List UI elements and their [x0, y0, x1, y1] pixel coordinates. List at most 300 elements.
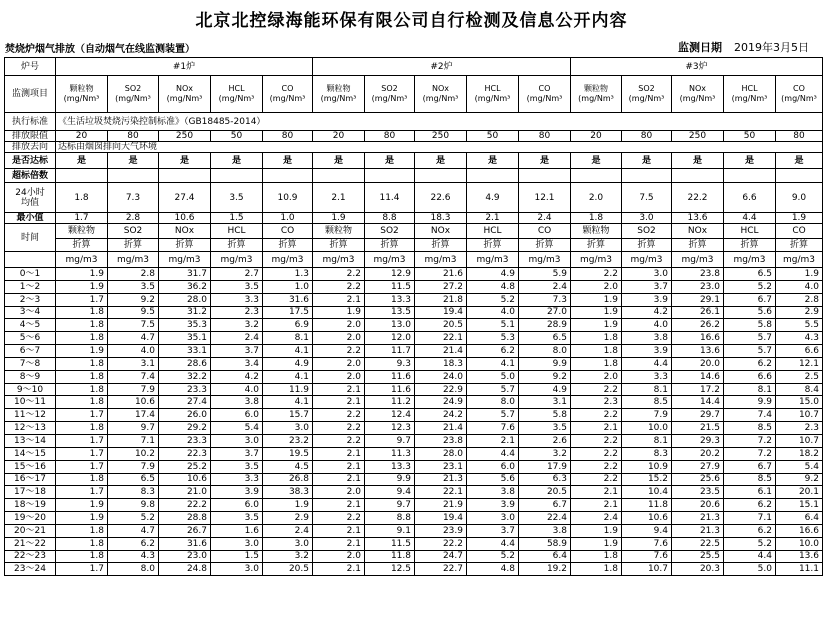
hour-value: 20.3	[672, 563, 724, 576]
exceed-value	[365, 169, 415, 183]
hour-value: 22.5	[672, 537, 724, 550]
furnace-label-3: #3炉	[571, 58, 823, 76]
hour-value: 2.2	[313, 512, 365, 525]
hour-value: 4.3	[776, 332, 823, 345]
unit-label: mg/m3	[519, 252, 571, 268]
hour-value: 12.4	[365, 409, 415, 422]
exceed-value	[56, 169, 108, 183]
hour-label: 3～4	[5, 306, 56, 319]
hour-value: 6.2	[108, 537, 159, 550]
furnace-no-label: 炉号	[5, 58, 56, 76]
calc-label: 折算	[724, 239, 776, 252]
hour-value: 10.6	[108, 396, 159, 409]
unit-label: mg/m3	[56, 252, 108, 268]
hour-value: 16.6	[672, 332, 724, 345]
unit-label: mg/m3	[313, 252, 365, 268]
hour-value: 17.4	[108, 409, 159, 422]
exceed-value	[622, 169, 672, 183]
hour-value: 7.9	[108, 383, 159, 396]
hour-row	[5, 383, 823, 396]
hour-row	[5, 396, 823, 409]
hour-label: 5～6	[5, 332, 56, 345]
date-value: 2019年3月5日	[734, 41, 809, 54]
calc-label: 折算	[56, 239, 108, 252]
hour-value: 19.2	[519, 563, 571, 576]
exceed-value	[263, 169, 313, 183]
hour-value: 11.8	[365, 550, 415, 563]
pollutant-header: NOx (mg/Nm³	[415, 76, 467, 113]
hour-value: 12.0	[365, 332, 415, 345]
hour-value: 21.3	[672, 512, 724, 525]
direction-text: 达标由烟囱排向大气环境	[56, 142, 823, 153]
hour-value: 12.1	[776, 357, 823, 370]
hour-value: 7.1	[108, 434, 159, 447]
hour-row	[5, 499, 823, 512]
hour-value: 2.1	[313, 524, 365, 537]
hour-value: 1.7	[56, 486, 108, 499]
compliant-value: 是	[159, 153, 211, 169]
furnace-label-1: #1炉	[56, 58, 313, 76]
hour-value: 6.7	[519, 499, 571, 512]
hour-value: 2.8	[108, 268, 159, 281]
hour-value: 4.9	[519, 383, 571, 396]
hour-value: 6.2	[724, 524, 776, 537]
hour-value: 27.2	[415, 280, 467, 293]
exceed-label: 超标倍数	[5, 169, 56, 183]
hour-value: 1.8	[56, 357, 108, 370]
hour-value: 2.7	[211, 268, 263, 281]
hour-value: 3.5	[211, 460, 263, 473]
hour-value: 2.9	[776, 306, 823, 319]
avg24-value: 10.9	[263, 183, 313, 213]
hour-value: 9.1	[365, 524, 415, 537]
hour-value: 2.0	[313, 332, 365, 345]
compliant-value: 是	[724, 153, 776, 169]
hour-value: 7.6	[622, 537, 672, 550]
hour-label: 20～21	[5, 524, 56, 537]
hour-value: 6.1	[724, 486, 776, 499]
hour-value: 2.5	[776, 370, 823, 383]
hour-value: 9.9	[365, 473, 415, 486]
hour-value: 7.9	[622, 409, 672, 422]
hour-label: 2～3	[5, 293, 56, 306]
hour-value: 2.1	[571, 499, 622, 512]
calc-label: 折算	[622, 239, 672, 252]
hour-value: 4.0	[776, 280, 823, 293]
hour-value: 2.2	[571, 268, 622, 281]
hour-value: 2.4	[571, 512, 622, 525]
time-header-row-1	[5, 224, 823, 239]
time-pollutant-name: SO2	[108, 224, 159, 239]
limit-value: 80	[365, 131, 415, 142]
hour-value: 1.7	[56, 293, 108, 306]
hour-value: 3.1	[108, 357, 159, 370]
hour-value: 7.6	[622, 550, 672, 563]
furnace-header-row	[5, 58, 823, 76]
furnace-label-2: #2炉	[313, 58, 571, 76]
hour-value: 2.1	[313, 293, 365, 306]
hour-value: 6.2	[467, 345, 519, 358]
hour-value: 2.1	[467, 434, 519, 447]
hour-value: 2.2	[571, 447, 622, 460]
hour-value: 11.9	[263, 383, 313, 396]
compliant-value: 是	[415, 153, 467, 169]
compliant-value: 是	[467, 153, 519, 169]
hour-value: 8.5	[724, 473, 776, 486]
hour-value: 9.9	[724, 396, 776, 409]
hour-label: 13～14	[5, 434, 56, 447]
hour-value: 6.3	[519, 473, 571, 486]
pollutant-header: HCL (mg/Nm³	[467, 76, 519, 113]
hour-value: 4.3	[108, 550, 159, 563]
hour-value: 8.0	[108, 563, 159, 576]
time-pollutant-name: CO	[776, 224, 823, 239]
hour-value: 3.7	[622, 280, 672, 293]
hour-value: 2.9	[263, 512, 313, 525]
hour-value: 1.8	[56, 370, 108, 383]
hour-value: 2.1	[313, 447, 365, 460]
hour-value: 12.3	[365, 422, 415, 435]
hour-value: 5.8	[724, 319, 776, 332]
avg24-value: 6.6	[724, 183, 776, 213]
hour-value: 18.2	[776, 447, 823, 460]
hour-value: 1.7	[56, 563, 108, 576]
min-row	[5, 213, 823, 224]
time-pollutant-name: 颗粒物	[56, 224, 108, 239]
hour-value: 6.7	[724, 293, 776, 306]
limit-value: 80	[519, 131, 571, 142]
hour-value: 20.1	[776, 486, 823, 499]
hour-row	[5, 332, 823, 345]
direction-row	[5, 142, 823, 153]
avg24-value: 22.2	[672, 183, 724, 213]
hour-value: 9.7	[108, 422, 159, 435]
exceed-value	[519, 169, 571, 183]
hour-value: 4.4	[622, 357, 672, 370]
hour-label: 18～19	[5, 499, 56, 512]
hour-value: 15.1	[776, 499, 823, 512]
hour-value: 2.4	[263, 524, 313, 537]
pollutant-header: 颗粒物 (mg/Nm³	[571, 76, 622, 113]
hour-value: 22.2	[159, 499, 211, 512]
unit-label: mg/m3	[622, 252, 672, 268]
hour-value: 1.9	[571, 306, 622, 319]
compliant-value: 是	[56, 153, 108, 169]
hour-row	[5, 563, 823, 576]
exceed-value	[415, 169, 467, 183]
hour-value: 2.1	[313, 499, 365, 512]
hour-value: 10.0	[776, 537, 823, 550]
hour-value: 3.7	[211, 447, 263, 460]
hour-value: 13.6	[672, 345, 724, 358]
unit-label: mg/m3	[415, 252, 467, 268]
calc-label: 折算	[365, 239, 415, 252]
hour-value: 1.9	[571, 319, 622, 332]
hour-value: 3.7	[211, 345, 263, 358]
hour-row	[5, 268, 823, 281]
hour-value: 20.5	[519, 486, 571, 499]
hour-value: 21.4	[415, 422, 467, 435]
hour-row	[5, 473, 823, 486]
hour-value: 6.0	[211, 409, 263, 422]
limit-value: 80	[263, 131, 313, 142]
hour-value: 22.2	[415, 537, 467, 550]
hour-value: 7.6	[467, 422, 519, 435]
hour-value: 9.4	[365, 486, 415, 499]
hour-value: 5.2	[724, 280, 776, 293]
hour-value: 1.8	[571, 357, 622, 370]
hour-value: 9.5	[108, 306, 159, 319]
time-pollutant-name: SO2	[622, 224, 672, 239]
time-pollutant-name: 颗粒物	[313, 224, 365, 239]
compliant-value: 是	[365, 153, 415, 169]
hour-value: 20.6	[672, 499, 724, 512]
hour-value: 2.1	[313, 383, 365, 396]
hour-value: 20.5	[415, 319, 467, 332]
hour-value: 2.4	[519, 280, 571, 293]
hour-value: 7.9	[108, 460, 159, 473]
hour-value: 4.0	[211, 383, 263, 396]
min-value: 3.0	[622, 213, 672, 224]
hour-value: 5.7	[724, 332, 776, 345]
hour-value: 26.1	[672, 306, 724, 319]
hour-value: 26.2	[672, 319, 724, 332]
hour-value: 17.5	[263, 306, 313, 319]
limit-value: 50	[467, 131, 519, 142]
hour-value: 3.5	[211, 512, 263, 525]
date-label: 监测日期	[678, 41, 722, 54]
hour-value: 19.5	[263, 447, 313, 460]
hour-value: 4.0	[467, 306, 519, 319]
hour-value: 13.6	[776, 550, 823, 563]
time-pollutant-name: HCL	[467, 224, 519, 239]
hour-value: 5.0	[467, 370, 519, 383]
hour-value: 2.2	[571, 473, 622, 486]
hour-value: 2.2	[313, 268, 365, 281]
hour-value: 8.1	[724, 383, 776, 396]
standard-label: 执行标准	[5, 113, 56, 131]
hour-value: 20.0	[672, 357, 724, 370]
hour-value: 3.3	[622, 370, 672, 383]
hour-value: 8.5	[724, 422, 776, 435]
compliant-value: 是	[571, 153, 622, 169]
hour-value: 5.3	[467, 332, 519, 345]
time-pollutant-name: SO2	[365, 224, 415, 239]
hour-value: 5.4	[776, 460, 823, 473]
hour-value: 8.1	[622, 383, 672, 396]
time-pollutant-name: HCL	[724, 224, 776, 239]
hour-label: 7～8	[5, 357, 56, 370]
min-value: 1.5	[211, 213, 263, 224]
avg24-value: 11.4	[365, 183, 415, 213]
hour-value: 11.6	[365, 370, 415, 383]
hour-label: 8～9	[5, 370, 56, 383]
hour-value: 6.2	[724, 357, 776, 370]
hour-value: 11.3	[365, 447, 415, 460]
unit-label: mg/m3	[159, 252, 211, 268]
hour-value: 13.3	[365, 293, 415, 306]
hour-label: 6～7	[5, 345, 56, 358]
avg24-value: 12.1	[519, 183, 571, 213]
hour-value: 11.7	[365, 345, 415, 358]
hour-label: 23～24	[5, 563, 56, 576]
hour-value: 9.7	[365, 499, 415, 512]
hour-row	[5, 537, 823, 550]
hour-value: 6.0	[467, 460, 519, 473]
limit-row	[5, 131, 823, 142]
hour-value: 4.1	[263, 396, 313, 409]
min-value: 2.4	[519, 213, 571, 224]
hour-value: 1.9	[776, 268, 823, 281]
hour-value: 9.3	[365, 357, 415, 370]
hour-value: 3.2	[519, 447, 571, 460]
time-pollutant-name: CO	[519, 224, 571, 239]
hour-value: 2.3	[211, 306, 263, 319]
pollutant-header: CO (mg/Nm³	[776, 76, 823, 113]
hour-value: 1.8	[56, 524, 108, 537]
hour-value: 9.8	[108, 499, 159, 512]
hour-value: 2.2	[313, 345, 365, 358]
hour-value: 2.2	[313, 280, 365, 293]
hour-value: 24.7	[415, 550, 467, 563]
unit-row	[5, 252, 823, 268]
hour-value: 7.2	[724, 434, 776, 447]
hour-value: 2.0	[313, 370, 365, 383]
hour-value: 23.5	[672, 486, 724, 499]
calc-label: 折算	[467, 239, 519, 252]
hour-value: 27.4	[159, 396, 211, 409]
hour-value: 3.8	[467, 486, 519, 499]
hour-value: 2.6	[519, 434, 571, 447]
hour-value: 28.6	[159, 357, 211, 370]
limit-value: 80	[108, 131, 159, 142]
hour-value: 3.0	[467, 512, 519, 525]
hour-value: 11.5	[365, 280, 415, 293]
exceed-value	[672, 169, 724, 183]
hour-value: 4.8	[467, 280, 519, 293]
hour-value: 9.2	[776, 473, 823, 486]
hour-value: 11.5	[365, 537, 415, 550]
hour-value: 2.2	[571, 409, 622, 422]
hour-value: 19.4	[415, 306, 467, 319]
hour-value: 4.1	[263, 370, 313, 383]
hour-value: 1.8	[56, 537, 108, 550]
hour-value: 1.5	[211, 550, 263, 563]
hour-value: 4.0	[622, 319, 672, 332]
hour-value: 4.5	[263, 460, 313, 473]
exceed-value	[313, 169, 365, 183]
hour-value: 4.0	[108, 345, 159, 358]
compliant-row	[5, 153, 823, 169]
hour-value: 14.4	[672, 396, 724, 409]
limit-value: 50	[724, 131, 776, 142]
hour-value: 5.7	[724, 345, 776, 358]
hour-value: 8.0	[467, 396, 519, 409]
compliant-value: 是	[211, 153, 263, 169]
limit-value: 50	[211, 131, 263, 142]
hour-value: 7.4	[108, 370, 159, 383]
hour-value: 4.7	[108, 524, 159, 537]
hour-value: 23.0	[672, 280, 724, 293]
hour-value: 7.5	[108, 319, 159, 332]
hour-row	[5, 357, 823, 370]
hour-value: 9.4	[622, 524, 672, 537]
time-pollutant-name: NOx	[672, 224, 724, 239]
hour-value: 8.3	[108, 486, 159, 499]
hour-value: 3.5	[108, 280, 159, 293]
hour-value: 1.0	[263, 280, 313, 293]
hour-value: 25.6	[672, 473, 724, 486]
calc-label: 折算	[519, 239, 571, 252]
exceed-value	[724, 169, 776, 183]
hour-value: 20.2	[672, 447, 724, 460]
hour-value: 23.8	[672, 268, 724, 281]
hour-value: 22.3	[159, 447, 211, 460]
compliant-value: 是	[622, 153, 672, 169]
hour-value: 1.3	[263, 268, 313, 281]
hour-value: 3.9	[211, 486, 263, 499]
hour-value: 2.3	[571, 396, 622, 409]
pollutant-header-row	[5, 76, 823, 113]
hour-value: 9.9	[519, 357, 571, 370]
hour-value: 1.9	[56, 280, 108, 293]
avg24-value: 27.4	[159, 183, 211, 213]
hour-value: 1.8	[571, 550, 622, 563]
hour-value: 3.9	[467, 499, 519, 512]
hour-label: 12～13	[5, 422, 56, 435]
avg24-value: 3.5	[211, 183, 263, 213]
hour-value: 5.2	[467, 550, 519, 563]
hour-value: 21.0	[159, 486, 211, 499]
exceed-value	[467, 169, 519, 183]
min-value: 1.7	[56, 213, 108, 224]
compliant-value: 是	[776, 153, 823, 169]
monitor-item-label: 监测项目	[5, 76, 56, 113]
hour-row	[5, 447, 823, 460]
hour-label: 9～10	[5, 383, 56, 396]
hour-value: 2.1	[313, 460, 365, 473]
hour-value: 21.3	[415, 473, 467, 486]
calc-label: 折算	[415, 239, 467, 252]
hour-value: 13.5	[365, 306, 415, 319]
pollutant-header: HCL (mg/Nm³	[724, 76, 776, 113]
hour-value: 32.2	[159, 370, 211, 383]
limit-value: 250	[159, 131, 211, 142]
hour-value: 21.3	[672, 524, 724, 537]
hour-value: 3.1	[519, 396, 571, 409]
avg24-row	[5, 183, 823, 213]
monitoring-table	[4, 57, 823, 576]
hour-value: 1.8	[56, 473, 108, 486]
limit-value: 80	[622, 131, 672, 142]
compliant-value: 是	[313, 153, 365, 169]
hour-value: 10.7	[776, 434, 823, 447]
monitor-date	[678, 39, 809, 55]
hour-value: 11.1	[776, 563, 823, 576]
unit-label: mg/m3	[571, 252, 622, 268]
hour-value: 4.8	[467, 563, 519, 576]
hour-value: 24.8	[159, 563, 211, 576]
hour-value: 7.1	[724, 512, 776, 525]
hour-value: 13.3	[365, 460, 415, 473]
hour-label: 0～1	[5, 268, 56, 281]
hour-value: 21.9	[415, 499, 467, 512]
hour-row	[5, 293, 823, 306]
hour-value: 4.9	[263, 357, 313, 370]
hour-value: 25.5	[672, 550, 724, 563]
unit-label: mg/m3	[672, 252, 724, 268]
hour-value: 6.6	[776, 345, 823, 358]
